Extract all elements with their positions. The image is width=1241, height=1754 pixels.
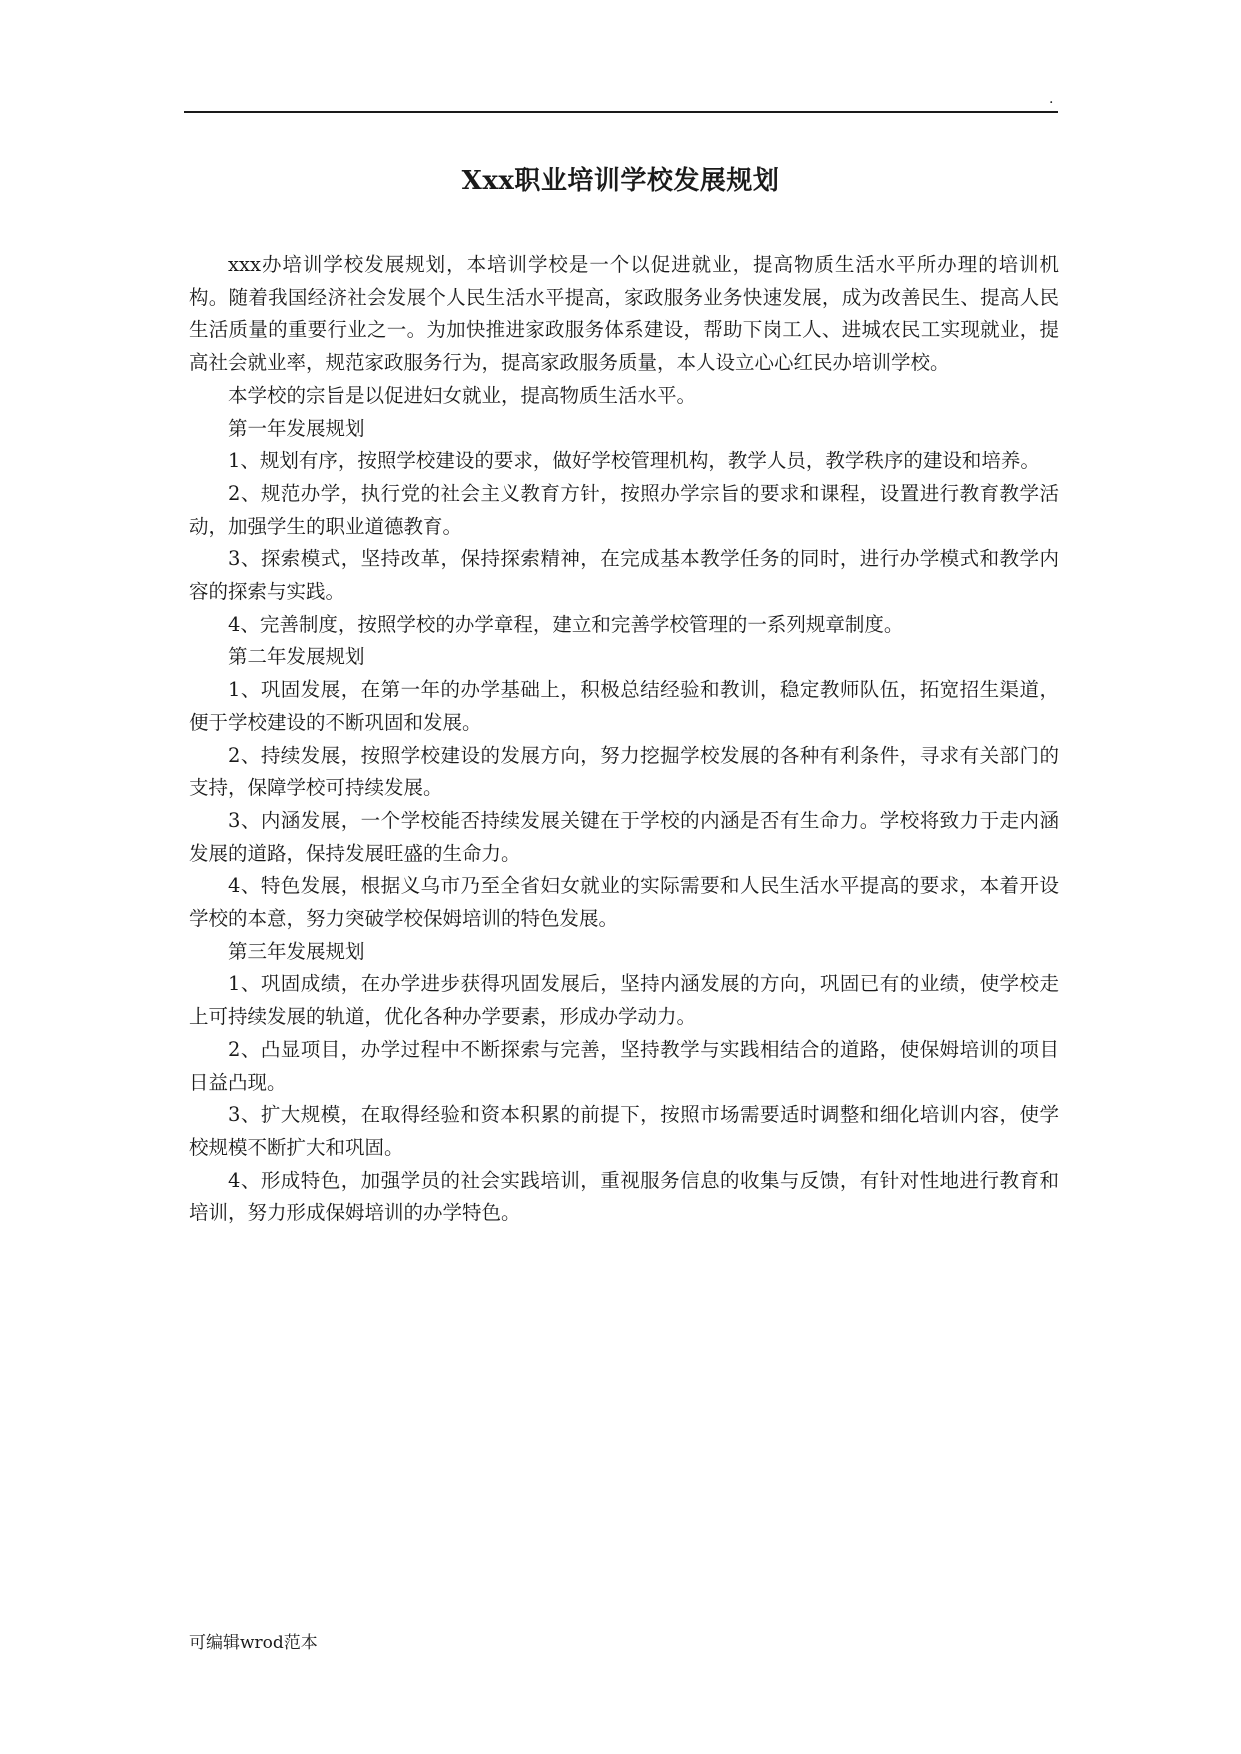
paragraph-year1-item-1: 1、规划有序，按照学校建设的要求，做好学校管理机构，教学人员，教学秩序的建设和培养。: [228, 449, 1040, 473]
paragraph-year1-item-2: 2、规范办学，执行党的社会主义教育方针，按照办学宗旨的要求和课程，设置进行教育教学活动，加强学生的职业道德教育。: [189, 481, 1059, 538]
paragraph-year3-item-4: 4、形成特色，加强学员的社会实践培训，重视服务信息的收集与反馈，有针对性地进行教育和培训，努力形成保姆培训的办学特色。: [189, 1168, 1059, 1225]
document-body: [189, 249, 1059, 1230]
paragraph-year1-item-4: 4、完善制度，按照学校的办学章程，建立和完善学校管理的一系列规章制度。: [228, 612, 904, 636]
paragraph-year2-item-4: 4、特色发展，根据义乌市乃至全省妇女就业的实际需要和人民生活水平提高的要求，本着开设学校的本意，努力突破学校保姆培训的特色发展。: [189, 874, 1059, 931]
paragraph-year3-item-1: 1、巩固成绩，在办学进步获得巩固发展后，坚持内涵发展的方向，巩固已有的业绩，使学校走上可持续发展的轨道，优化各种办学要素，形成办学动力。: [189, 972, 1059, 1029]
paragraph-intro: xxx办培训学校发展规划，本培训学校是一个以促进就业，提高物质生活水平所办理的培训机构。随着我国经济社会发展个人民生活水平提高，家政服务业务快速发展，成为改善民生、提高人民生活质量的重要行业之一。为加快推进家政服务体系建设，帮助下岗工人、进城农民工实现就业，提高社会就业率，规范家政服务行为，提高家政服务质量，本人设立心心红民办培训学校。: [189, 253, 1059, 375]
paragraph-year1-item-3: 3、探索模式，坚持改革，保持探索精神，在完成基本教学任务的同时，进行办学模式和教学内容的探索与实践。: [189, 547, 1059, 604]
paragraph-year2-item-2: 2、持续发展，按照学校建设的发展方向，努力挖掘学校发展的各种有利条件，寻求有关部门的支持，保障学校可持续发展。: [189, 743, 1059, 800]
page-footer: 可编辑wrod范本: [189, 1633, 318, 1653]
section-heading-year-1: 第一年发展规划: [228, 416, 365, 440]
paragraph-purpose: 本学校的宗旨是以促进妇女就业，提高物质生活水平。: [228, 383, 697, 407]
paragraph-year3-item-3: 3、扩大规模，在取得经验和资本积累的前提下，按照市场需要适时调整和细化培训内容，使学校规模不断扩大和巩固。: [189, 1103, 1059, 1159]
paragraph-year2-item-1: 1、巩固发展，在第一年的办学基础上，积极总结经验和教训，稳定教师队伍，拓宽招生渠道，便于学校建设的不断巩固和发展。: [189, 678, 1059, 734]
paragraph-year3-item-2: 2、凸显项目，办学过程中不断探索与完善，坚持教学与实践相结合的道路，使保姆培训的项目日益凸现。: [189, 1037, 1059, 1094]
paragraph-year2-item-3: 3、内涵发展，一个学校能否持续发展关键在于学校的内涵是否有生命力。学校将致力于走内涵发展的道路，保持发展旺盛的生命力。: [189, 808, 1059, 865]
document-title: Xxx职业培训学校发展规划: [461, 166, 780, 196]
header-rule: [184, 111, 1058, 113]
header-mark: .: [1049, 91, 1054, 107]
section-heading-year-3: 第三年发展规划: [228, 939, 365, 963]
section-heading-year-2: 第二年发展规划: [228, 645, 365, 669]
